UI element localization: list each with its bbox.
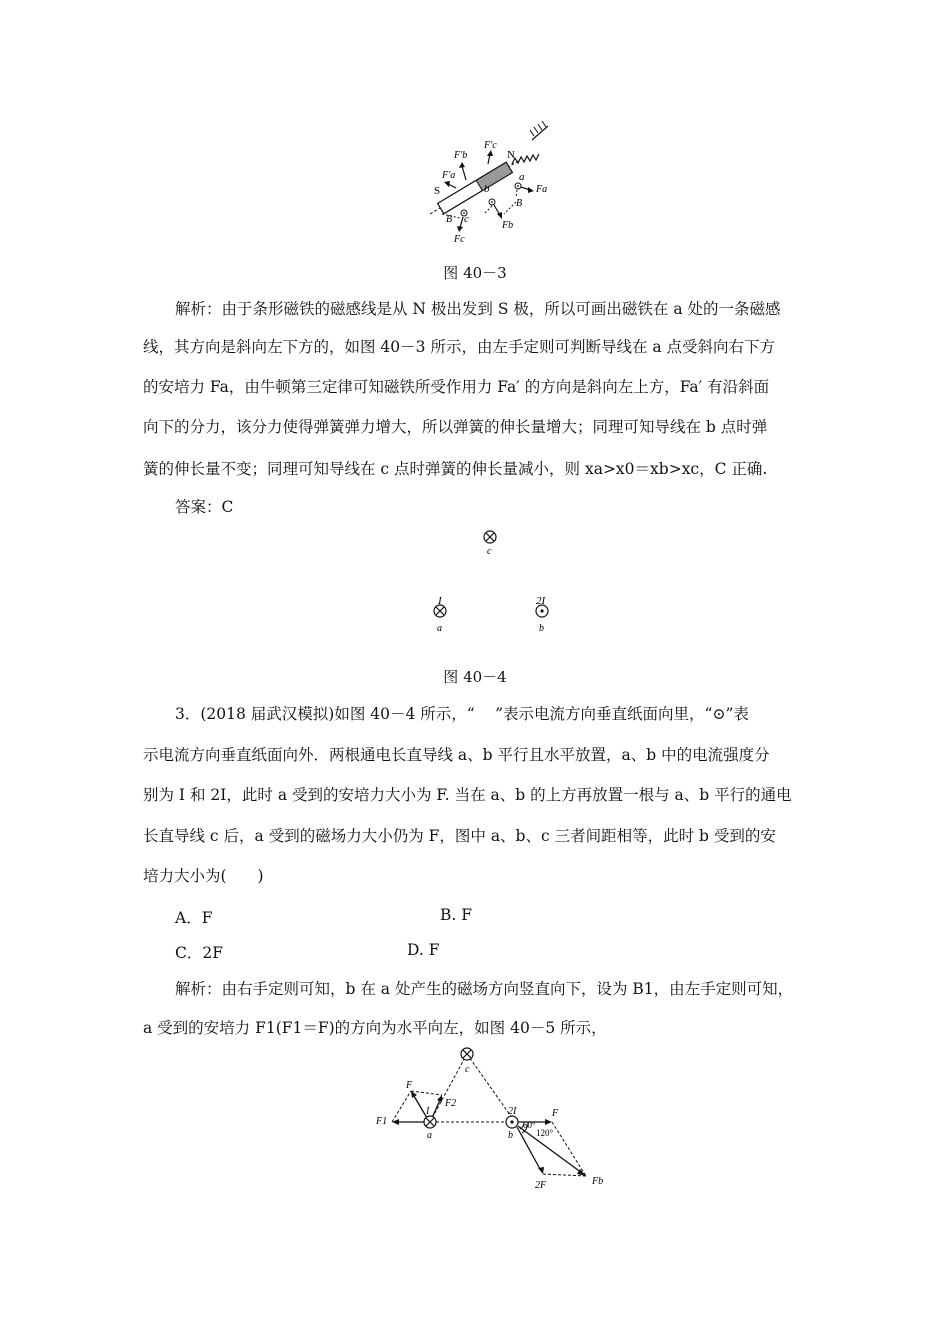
label-n-pole: N xyxy=(507,149,515,161)
fig5-label-2i: 2I xyxy=(508,1106,517,1117)
question3-line1: 3．(2018 届武汉模拟)如图 40－4 所示，“ ”表示电流方向垂直纸面向里，“⊙”表 xyxy=(175,705,749,723)
para1-line3: 的安培力 Fa，由牛顿第三定律可知磁铁所受作用力 Fa′ 的方向是斜向左上方，Fa′ 有沿斜面 xyxy=(143,378,770,396)
label-c: c xyxy=(487,546,492,557)
option-b: B. F xyxy=(440,906,472,924)
fig5-label-angle-120: 120° xyxy=(536,1128,554,1138)
label-fa: Fa xyxy=(536,184,548,195)
label-b-field-a: B xyxy=(516,198,523,209)
figure-40-3-caption: 图 40－3 xyxy=(443,264,507,282)
label-current-i: I xyxy=(438,595,442,607)
fig5-label-a: a xyxy=(427,1130,432,1141)
para2-line2: a 受到的安培力 F1(F1＝F)的方向为水平向左，如图 40－5 所示， xyxy=(143,1019,607,1037)
label-current-2i: 2I xyxy=(536,595,546,607)
para1-line1: 解析：由于条形磁铁的磁感线是从 N 极出发到 S 极，所以可画出磁铁在 a 处的一条磁感 xyxy=(175,300,781,318)
wire-c-icon xyxy=(461,1048,473,1060)
label-fa-prime: F′a xyxy=(442,170,456,181)
fig5-label-b: b xyxy=(508,1130,513,1141)
para1-line2: 线，其方向是斜向左下方的，如图 40－3 所示，由左手定则可判断导线在 a 点受斜向右下方 xyxy=(143,338,776,356)
wire-a-icon xyxy=(424,1116,436,1128)
fig5-label-f1: F1 xyxy=(376,1116,388,1127)
option-c: C．2F xyxy=(175,944,223,962)
label-b-field-c: B xyxy=(446,214,453,225)
fig5-label-c: c xyxy=(465,1064,470,1075)
fig5-label-i: I xyxy=(426,1106,430,1117)
label-fc-prime: F′c xyxy=(484,140,497,151)
para1-line4: 向下的分力，该分力使得弹簧弹力增大，所以弹簧的伸长量增大；同理可知导线在 b 点时弹 xyxy=(143,418,768,436)
option-a: A．F xyxy=(175,909,213,927)
figure-40-3-magnet-diagram xyxy=(420,118,570,248)
label-a-point: a xyxy=(519,171,525,183)
figure-40-4-wires xyxy=(420,525,560,640)
label-a: a xyxy=(437,623,442,634)
question3-line2: 示电流方向垂直纸面向外．两根通电长直导线 a、b 平行且水平放置，a、b 中的电流强度分 xyxy=(143,746,770,764)
label-fb-prime: F′b xyxy=(454,150,468,161)
question3-line5: 培力大小为( ) xyxy=(143,867,264,885)
question3-line4: 长直导线 c 后，a 受到的磁场力大小仍为 F，图中 a、b、c 三者间距相等，此时 b 受到的安 xyxy=(143,827,776,845)
label-c-point: c xyxy=(464,213,469,225)
fig5-label-f: F xyxy=(406,1080,413,1091)
label-fb: Fb xyxy=(502,220,514,231)
answer: 答案：C xyxy=(175,498,234,516)
fig5-label-f-right: F xyxy=(552,1108,559,1119)
figure-40-4-caption: 图 40－4 xyxy=(443,668,507,686)
label-s-pole: S xyxy=(434,185,441,197)
fig5-label-f2: F2 xyxy=(445,1098,457,1109)
label-b: b xyxy=(539,623,544,634)
para1-line5: 簧的伸长量不变；同理可知导线在 c 点时弹簧的伸长量减小，则 xa>x0＝xb>xc，C 正确. xyxy=(143,460,768,478)
wire-b-icon xyxy=(506,1116,518,1128)
para2-line1: 解析：由右手定则可知，b 在 a 处产生的磁场方向竖直向下，设为 B1，由左手定则可知， xyxy=(175,980,794,998)
figure-40-5-force-diagram xyxy=(370,1042,620,1192)
question3-line3: 别为 I 和 2I，此时 a 受到的安培力大小为 F. 当在 a、b 的上方再放置一根与 a、b 平行的通电 xyxy=(143,786,792,804)
option-d: D. F xyxy=(407,941,440,959)
label-fc: Fc xyxy=(454,234,465,245)
fig5-label-angle-60: 60° xyxy=(523,1120,536,1130)
label-b-point: b xyxy=(484,183,490,195)
fig5-label-2f: 2F xyxy=(535,1180,547,1191)
wire-c-into-page-icon xyxy=(484,531,496,543)
fig5-label-fb: Fb xyxy=(592,1176,604,1187)
